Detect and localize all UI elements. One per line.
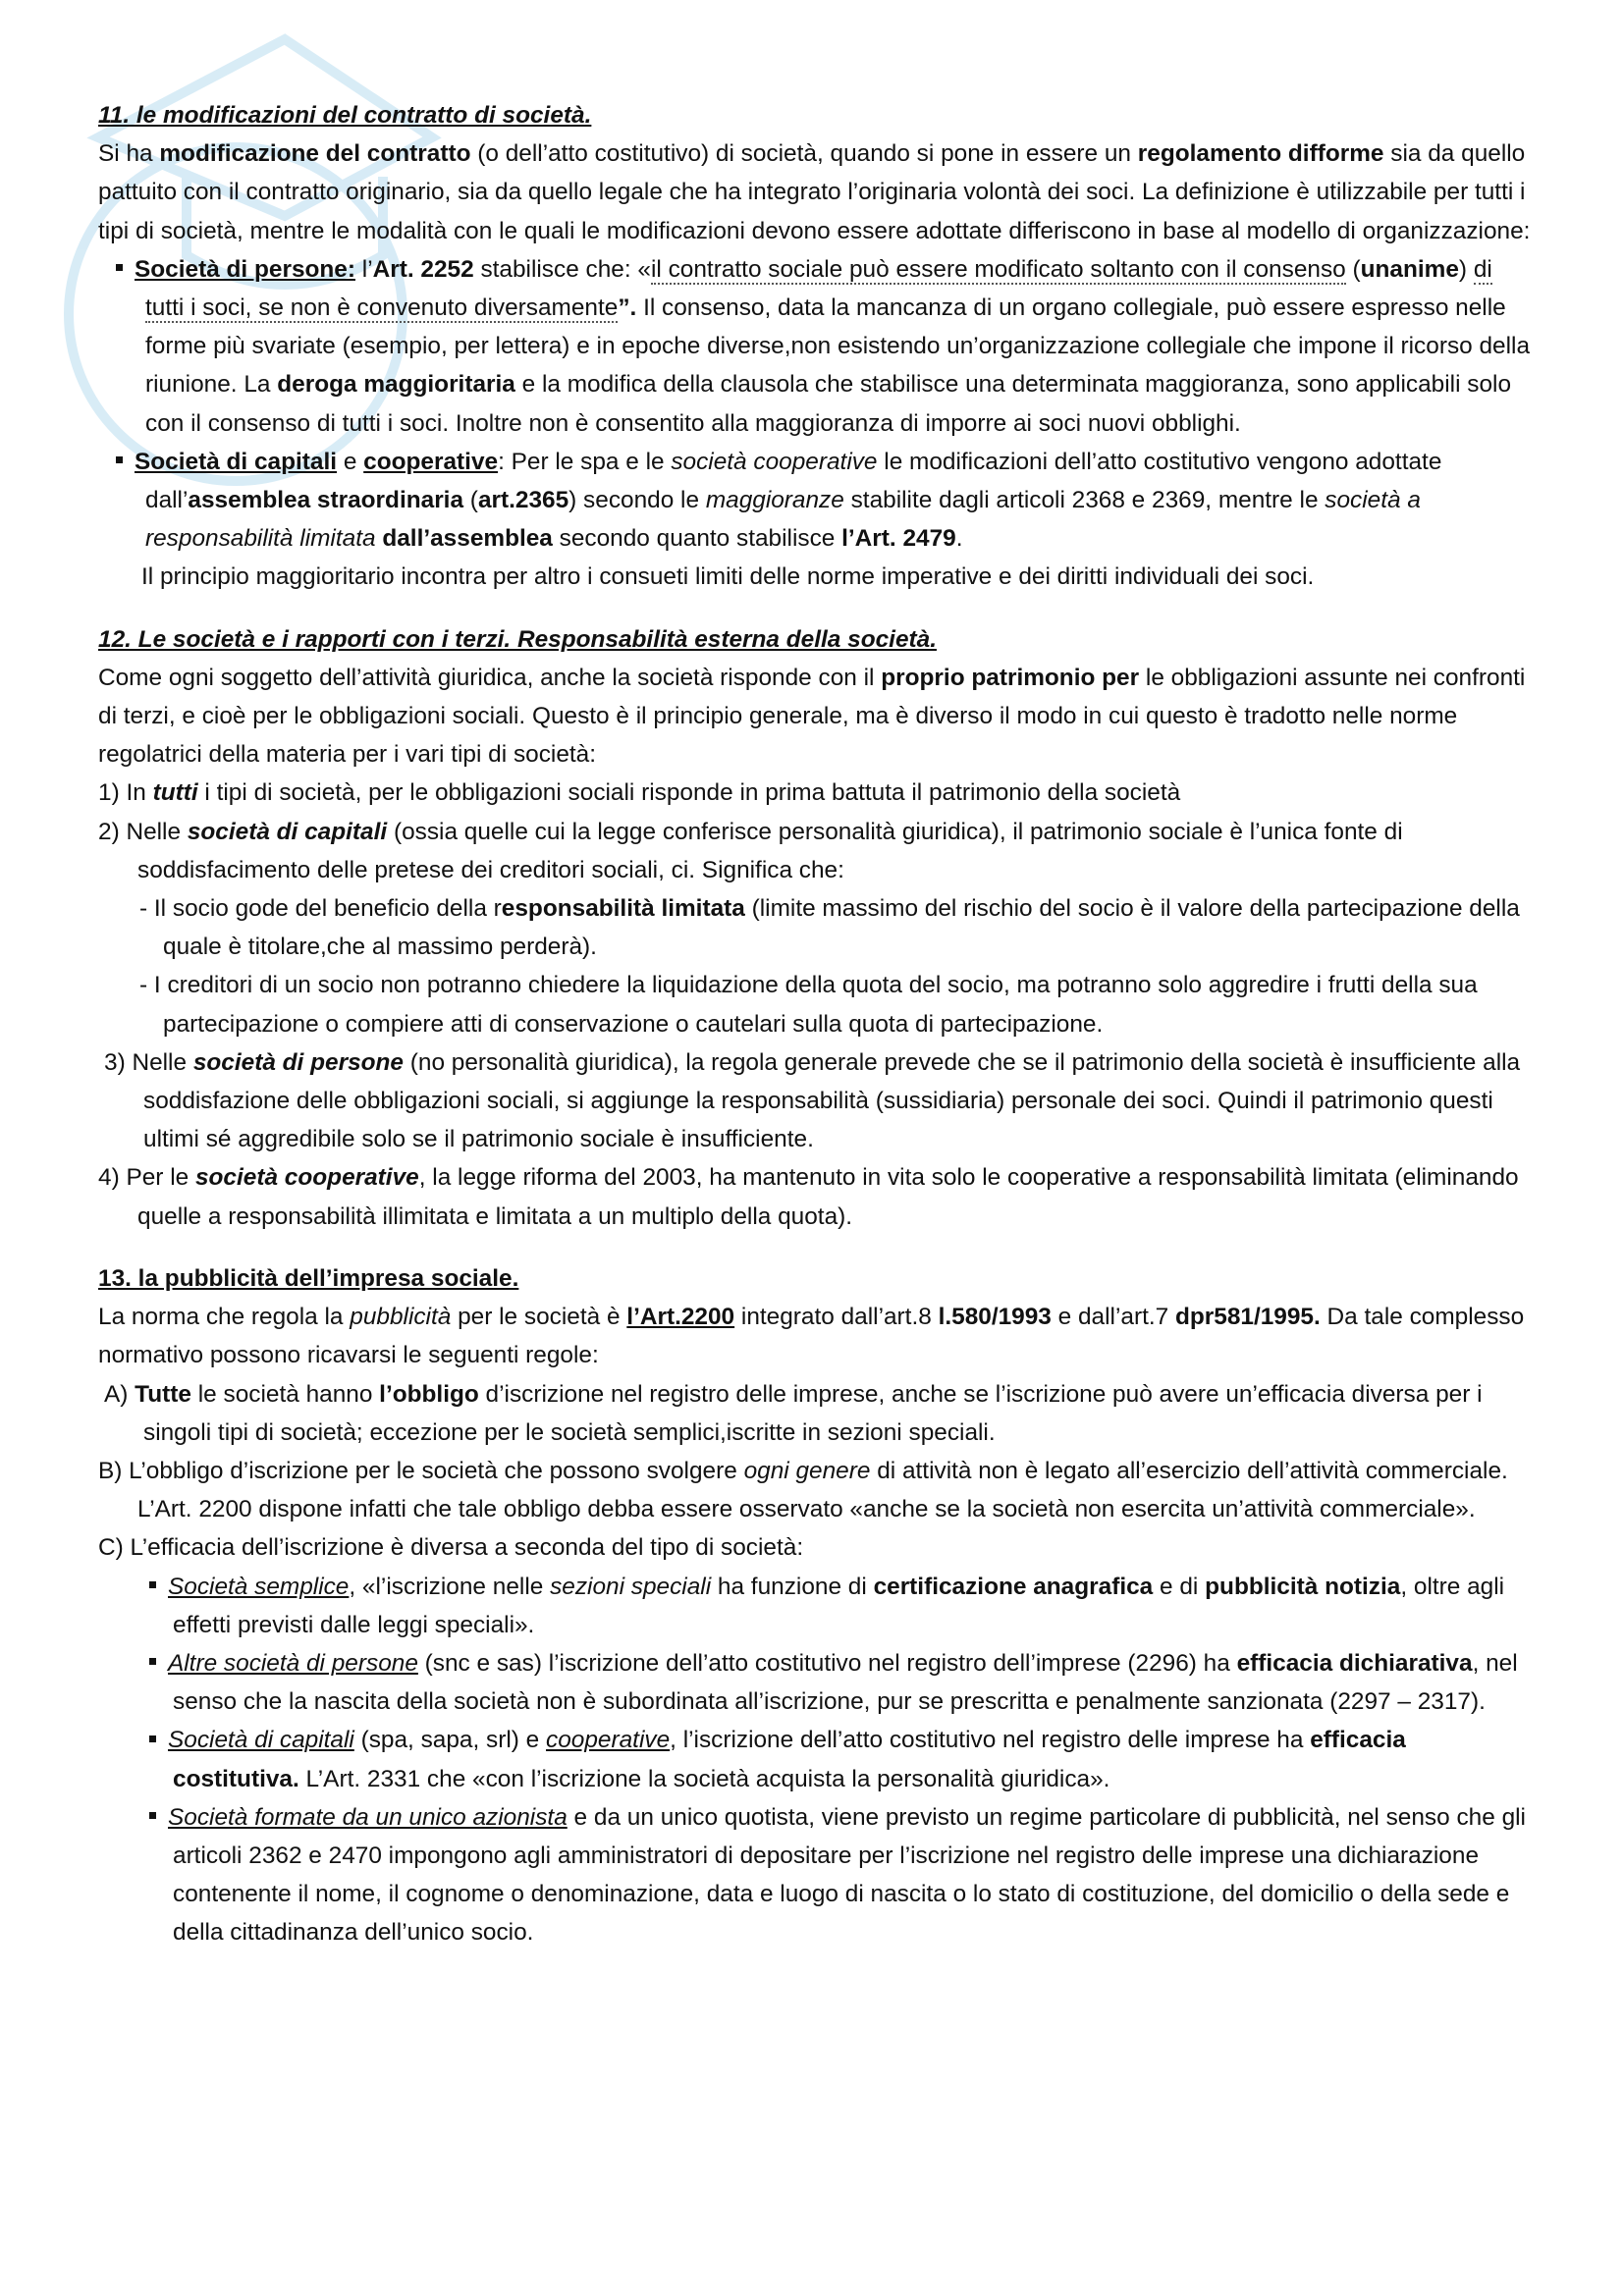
list-item-3: 3) Nelle società di persone (no personalità giuridica), la regola generale prevede che se il patrimonio della società è insufficiente alla soddisfazione delle obbligazioni sociali, si aggiunge la responsabilità (sussidiaria) personale dei soci. Quindi il patrimonio questi ultimi sé aggredibile solo se il patrimonio sociale è insufficiente. (104, 1048, 1521, 1153)
rule-c: C) L’efficacia dell’iscrizione è diversa a seconda del tipo di società: (98, 1534, 804, 1562)
bullet-societa-semplice: Società semplice, «l’iscrizione nelle sezioni speciali ha funzione di certificazione anagrafica e di pubblicità notizia, oltre agli effetti previsti dalle leggi speciali». (98, 1568, 1532, 1644)
bullet-societa-di-persone: Società di persone: l’Art. 2252 stabilisce che: «il contratto sociale può essere modificato soltanto con il consenso (unanime) di tutti i soci, se non è convenuto diversamente”. Il consenso, data la mancanza di un organo collegiale, può essere espresso nelle forme più svariate (esempio, per lettera) e in epoche diverse,non esistendo un’organizzazione collegiale che impone il ricorso della riunione. La deroga maggioritaria e la modifica della clausola che stabilisce una determinata maggioranza, sono applicabili solo con il consenso di tutti i soci. Inoltre non è consentito alla maggioranza di imporre ai soci nuovi obblighi. (98, 250, 1532, 443)
rule-a: A) Tutte le società hanno l’obbligo d’iscrizione nel registro delle imprese, anche se l’iscrizione può avere un’efficacia diversa per i singoli tipi di società; eccezione per le società semplici,iscritte in sezioni speciali. (104, 1380, 1483, 1446)
rule-b: B) L’obbligo d’iscrizione per le società che possono svolgere ogni genere di attività non è legato all’esercizio dell’attività commerciale. L’Art. 2200 dispone infatti che tale obbligo debba essere osservato «anche se la società non esercita un’attività commerciale». (98, 1457, 1508, 1523)
section-12-title: 12. Le società e i rapporti con i terzi. Responsabilità esterna della società. (98, 625, 937, 653)
dash-item-2: - I creditori di un socio non potranno chiedere la liquidazione della quota del socio, ma potranno solo aggredire i frutti della sua partecipazione o compiere atti di conservazione o cautelari sulla quota di partecipazione. (139, 972, 1478, 1038)
bullet-altre-societa-di-persone: Altre società di persone (snc e sas) l’iscrizione dell’atto costitutivo nel registro dell’imprese (2296) ha efficacia dichiarativa, nel senso che la nascita della società non è subordinata all’iscrizione, pur se prescritta e penalmente sanzionata (2297 – 2317). (98, 1644, 1532, 1721)
section-13-intro: La norma che regola la pubblicità per le società è l’Art.2200 integrato dall’art.8 l.580/1993 e dall’art.7 dpr581/1995. Da tale complesso normativo possono ricavarsi le seguenti regole: (98, 1304, 1525, 1369)
dash-item-1: - Il socio gode del beneficio della responsabilità limitata (limite massimo del rischio del socio è il valore della partecipazione della quale è titolare,che al massimo perderà). (139, 895, 1520, 961)
section-11-title: 11. le modificazioni del contratto di società. (98, 102, 592, 129)
section-11-closing: Il principio maggioritario incontra per altro i consueti limiti delle norme imperative e dei diritti individuali dei soci. (141, 563, 1315, 591)
square-bullet-icon (116, 264, 123, 271)
section-11-intro: Si ha modificazione del contratto (o dell’atto costitutivo) di società, quando si pone in essere un regolamento difforme sia da quello pattuito con il contratto originario, sia da quello legale che ha integrato l’originaria volontà dei soci. La definizione è utilizzabile per tutti i tipi di società, mentre le modalità con le quali le modificazioni devono essere adottate differiscono in base al modello di organizzazione: (98, 140, 1531, 244)
bullet-unico-azionista: Società formate da un unico azionista e da un unico quotista, viene previsto un regime particolare di pubblicità, nel senso che gli articoli 2362 e 2470 impongono agli amministratori di depositare per l’iscrizione nel registro delle imprese una dichiarazione contenente il nome, il cognome o denominazione, data e luogo di nascita o lo stato di costituzione, del domicilio o della sede e della cittadinanza dell’unico socio. (98, 1798, 1532, 1952)
square-bullet-icon (149, 1735, 156, 1742)
section-13-title: 13. la pubblicità dell’impresa sociale. (98, 1264, 519, 1292)
list-item-4: 4) Per le società cooperative, la legge riforma del 2003, ha mantenuto in vita solo le cooperative a responsabilità limitata (eliminando quelle a responsabilità illimitata e limitata a un multiplo della quota). (98, 1164, 1519, 1230)
square-bullet-icon (116, 456, 123, 463)
square-bullet-icon (149, 1812, 156, 1819)
document-page (98, 96, 1532, 1952)
bullet-societa-di-capitali: Società di capitali (spa, sapa, srl) e cooperative, l’iscrizione dell’atto costitutivo nel registro delle imprese ha efficacia costitutiva. L’Art. 2331 che «con l’iscrizione la società acquista la personalità giuridica». (98, 1721, 1532, 1797)
bullet-societa-di-capitali: Società di capitali e cooperative: Per le spa e le società cooperative le modificazioni dell’atto costitutivo vengono adottate dall’assemblea straordinaria (art.2365) secondo le maggioranze stabilite dagli articoli 2368 e 2369, mentre le società a responsabilità limitata dall’assemblea secondo quanto stabilisce l’Art. 2479. (98, 443, 1532, 559)
square-bullet-icon (149, 1658, 156, 1665)
section-12-intro: Come ogni soggetto dell’attività giuridica, anche la società risponde con il proprio patrimonio per le obbligazioni assunte nei confronti di terzi, e cioè per le obbligazioni sociali. Questo è il principio generale, ma è diverso il modo in cui questo è tradotto nelle norme regolatrici della materia per i vari tipi di società: (98, 664, 1526, 769)
list-item-2: 2) Nelle società di capitali (ossia quelle cui la legge conferisce personalità giuridica), il patrimonio sociale è l’unica fonte di soddisfacimento delle pretese dei creditori sociali, ci. Significa che: (98, 818, 1403, 883)
list-item-1: 1) In tutti i tipi di società, per le obbligazioni sociali risponde in prima battuta il patrimonio della società (98, 779, 1181, 807)
square-bullet-icon (149, 1581, 156, 1588)
